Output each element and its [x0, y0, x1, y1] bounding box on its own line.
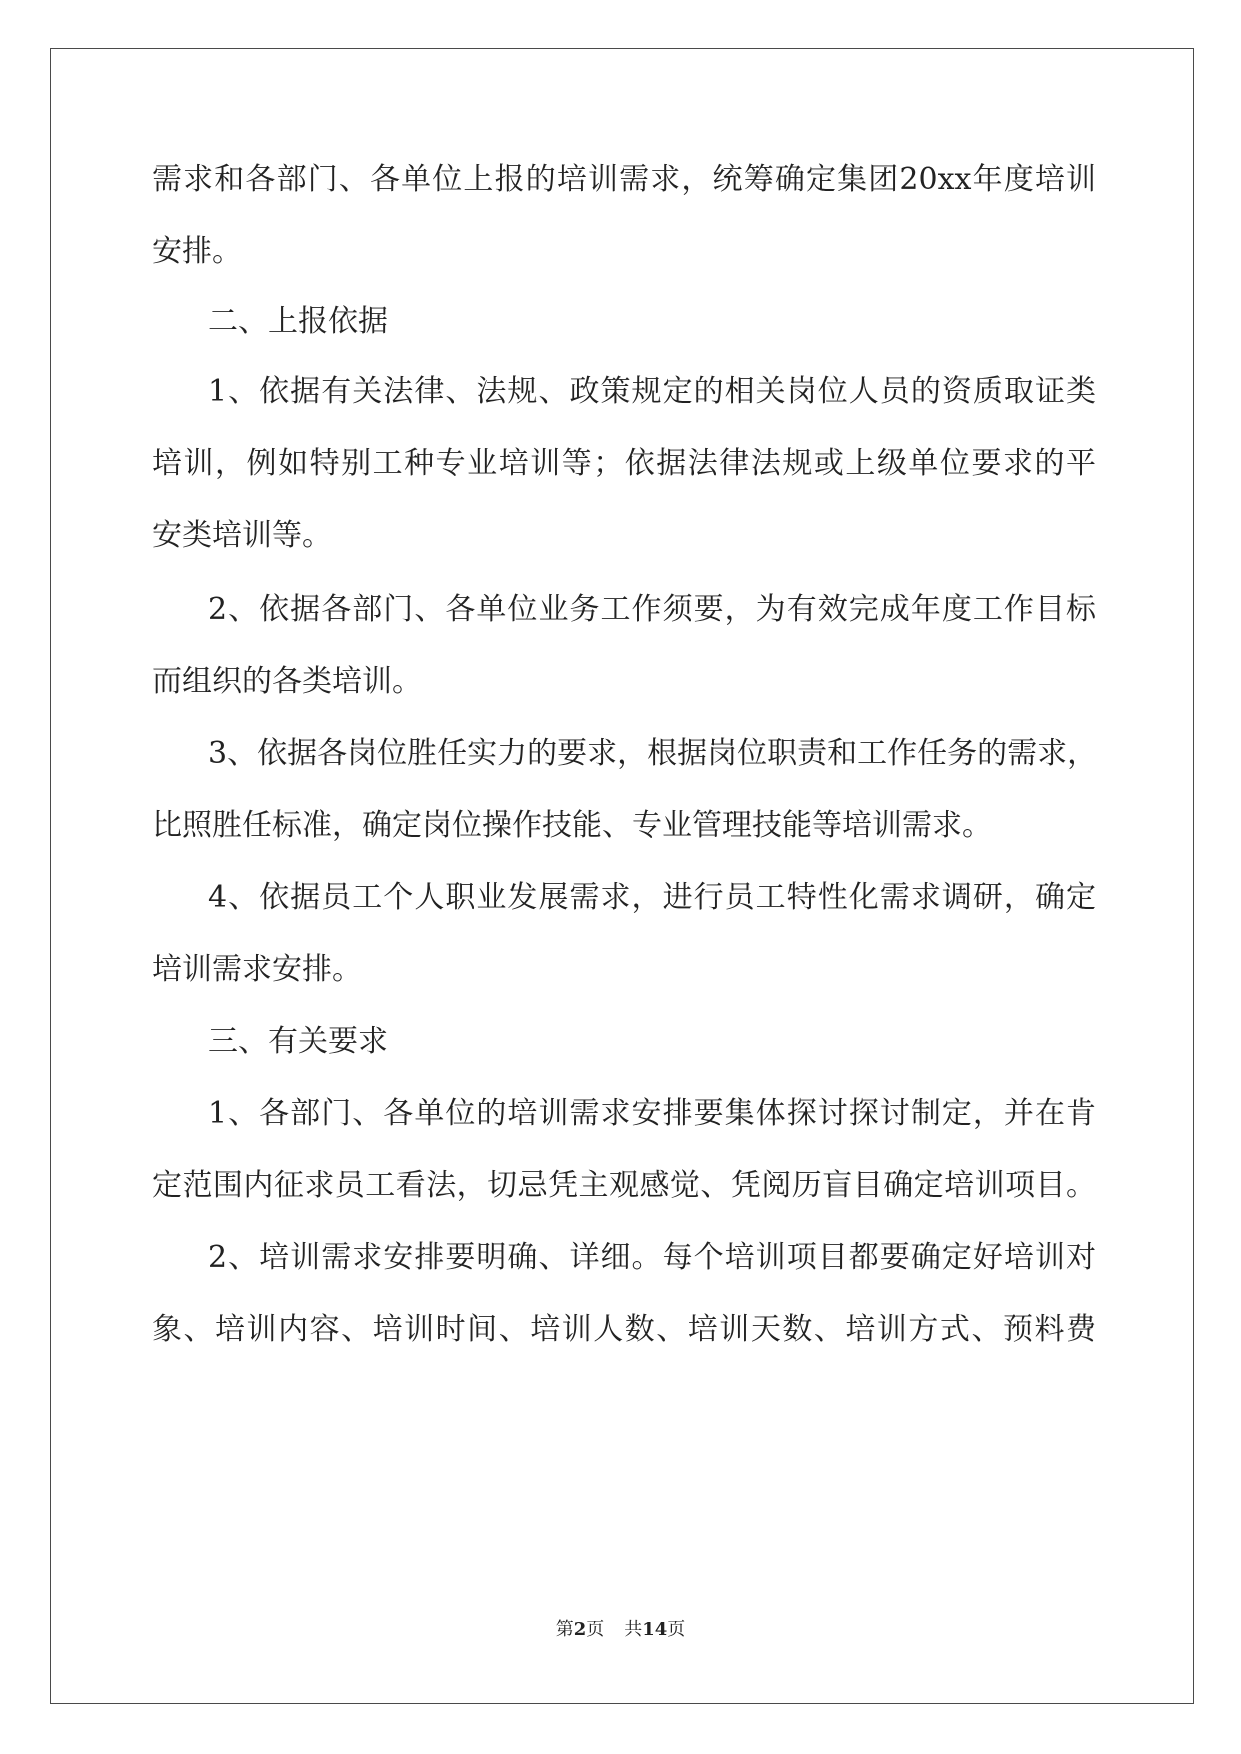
text-line: 1、各部门、各单位的培训需求安排要集体探讨探讨制定，并在肯	[208, 1096, 1096, 1131]
text-line: 培训需求安排。	[152, 952, 362, 987]
current-page-number: 2	[573, 1619, 587, 1640]
page-border	[50, 48, 1194, 1704]
text-line: 需求和各部门、各单位上报的培训需求，统筹确定集团20xx年度培训	[152, 162, 1096, 197]
footer-page-unit: 页	[586, 1619, 605, 1640]
text-line: 象、培训内容、培训时间、培训人数、培训天数、培训方式、预料费	[152, 1312, 1096, 1347]
footer-prefix: 第	[555, 1619, 574, 1640]
section-heading: 二、上报依据	[208, 304, 388, 339]
text-line: 培训，例如特别工种专业培训等；依据法律法规或上级单位要求的平	[152, 446, 1096, 481]
text-line: 安排。	[152, 234, 242, 269]
text-line: 2、培训需求安排要明确、详细。每个培训项目都要确定好培训对	[208, 1240, 1096, 1275]
text-line: 而组织的各类培训。	[152, 664, 422, 699]
section-heading: 三、有关要求	[208, 1024, 388, 1059]
text-line: 安类培训等。	[152, 518, 332, 553]
total-pages-number: 14	[642, 1619, 668, 1640]
text-line: 3、依据各岗位胜任实力的要求，根据岗位职责和工作任务的需求，	[208, 736, 1098, 771]
text-line: 2、依据各部门、各单位业务工作须要，为有效完成年度工作目标	[208, 592, 1096, 627]
footer-total-prefix: 共	[624, 1619, 643, 1640]
text-line: 1、依据有关法律、法规、政策规定的相关岗位人员的资质取证类	[208, 374, 1096, 409]
text-line: 比照胜任标准，确定岗位操作技能、专业管理技能等培训需求。	[152, 808, 992, 843]
footer-total-unit: 页	[667, 1619, 686, 1640]
text-line: 定范围内征求员工看法，切忌凭主观感觉、凭阅历盲目确定培训项目。	[152, 1168, 1096, 1203]
text-line: 4、依据员工个人职业发展需求，进行员工特性化需求调研，确定	[208, 880, 1096, 915]
page-footer	[0, 1618, 1241, 1642]
